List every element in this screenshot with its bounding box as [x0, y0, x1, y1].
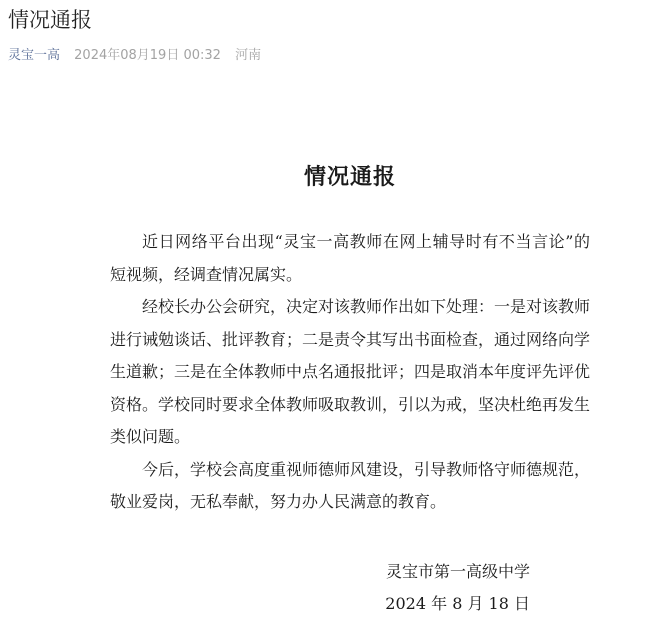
notice-document [110, 160, 591, 613]
document-paragraph: 今后，学校会高度重视师德师风建设，引导教师恪守师德规范，敬业爱岗，无私奉献，努力办人民满意的教育。 [110, 459, 591, 511]
author-link[interactable]: 灵宝一高 [8, 48, 61, 63]
article-title: 情况通报 [8, 8, 92, 32]
publish-time: 2024年08月19日 00:32 [74, 48, 221, 63]
document-paragraph: 经校长办公会研究，决定对该教师作出如下处理：一是对该教师进行诫勉谈话、批评教育；二是责令其写出书面检查，通过网络向学生道歉；三是在全体教师中点名通报批评；四是取消本年度评先评优资格。学校同时要求全体教师吸取教训，引以为戒，坚决杜绝再发生类似问题。 [110, 297, 591, 446]
document-title: 情况通报 [303, 165, 396, 190]
document-paragraph: 近日网络平台出现“灵宝一高教师在网上辅导时有不当言论”的短视频，经调查情况属实。 [110, 232, 590, 284]
publish-location: 河南 [235, 48, 262, 63]
article-meta [8, 47, 261, 65]
signature-organization: 灵宝市第一高级中学 [385, 562, 530, 581]
signature-date: 2024 年 8 月 18 日 [385, 594, 530, 613]
